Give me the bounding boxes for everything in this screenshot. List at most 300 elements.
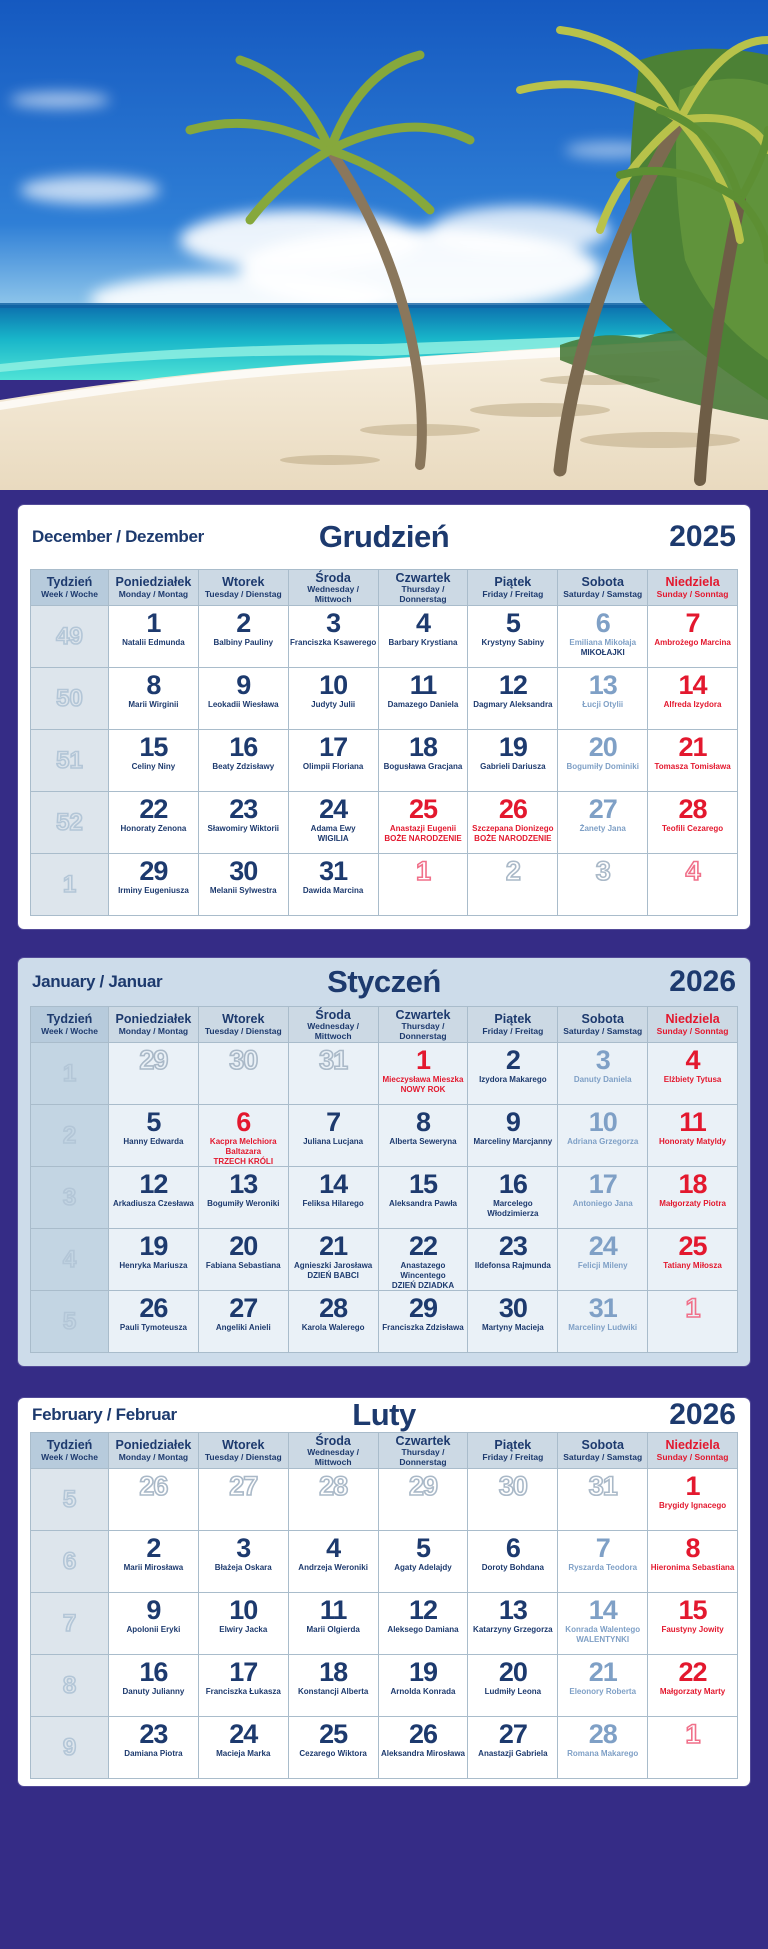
holiday-label: WIGILIA [317, 834, 349, 844]
day-cell [468, 1105, 558, 1167]
day-cell [379, 1655, 469, 1717]
day-cell [648, 668, 738, 730]
day-cell [109, 854, 199, 916]
day-number: 8 [415, 1107, 430, 1137]
name-day-text: Celiny Niny [131, 762, 176, 772]
day-number: 21 [588, 1657, 617, 1687]
name-day-text: Franciszka Ksawerego [290, 638, 377, 648]
week-number: 51 [56, 746, 83, 774]
name-day-text: Agaty Adelajdy [394, 1563, 452, 1573]
name-day-text: Martyny Macieja [481, 1323, 544, 1333]
day-cell [379, 792, 469, 854]
day-number: 30 [229, 1045, 258, 1075]
name-day-text: Adriana Grzegorza [567, 1137, 639, 1147]
name-day-text: Marii Mirosława [123, 1563, 184, 1573]
day-cell [289, 1655, 379, 1717]
day-cell [109, 1469, 199, 1531]
day-number: 13 [588, 670, 617, 700]
day-number: 11 [319, 1595, 347, 1625]
day-number: 27 [229, 1293, 258, 1323]
name-day-text: Beaty Zdzisławy [212, 762, 275, 772]
day-number: 17 [588, 1169, 617, 1199]
week-number: 49 [56, 622, 83, 650]
name-day-text: Emiliana Mikołaja [569, 638, 637, 648]
day-number: 12 [139, 1169, 168, 1199]
day-cell [468, 854, 558, 916]
name-day-text: Szczepana Dionizego [472, 824, 554, 834]
day-cell [558, 1043, 648, 1105]
week-number: 5 [62, 1307, 77, 1335]
day-cell [289, 1469, 379, 1531]
day-cell [199, 1469, 289, 1531]
day-cell [648, 1105, 738, 1167]
holiday-label: BOŻE NARODZENIE [384, 834, 462, 844]
day-number: 4 [685, 1045, 700, 1075]
day-number: 10 [319, 670, 348, 700]
day-cell [289, 606, 379, 668]
day-cell [289, 1105, 379, 1167]
day-number: 16 [498, 1169, 527, 1199]
day-cell [468, 1291, 558, 1353]
day-number: 2 [505, 1045, 520, 1075]
week-number: 8 [62, 1671, 77, 1699]
day-number: 31 [319, 856, 348, 886]
panel-header [18, 505, 750, 569]
day-cell [109, 606, 199, 668]
day-number: 3 [236, 1533, 251, 1563]
day-cell [648, 606, 738, 668]
day-cell [558, 854, 648, 916]
day-number: 28 [588, 1719, 617, 1749]
name-day-text: Żanety Jana [579, 824, 626, 834]
name-day-text: Melanii Sylwestra [209, 886, 277, 896]
day-cell [289, 854, 379, 916]
day-number: 11 [679, 1107, 706, 1137]
holiday-label: DZIEŃ BABCI [307, 1271, 359, 1281]
day-column-header: Poniedziałek Monday / Montag [109, 570, 199, 606]
name-day-text: Arnolda Konrada [390, 1687, 456, 1697]
day-number: 9 [236, 670, 251, 700]
day-cell [558, 1593, 648, 1655]
month-title: Grudzień [318, 519, 450, 554]
month-title: Styczeń [327, 964, 441, 999]
day-cell [289, 730, 379, 792]
day-number: 15 [408, 1169, 438, 1199]
day-number: 29 [139, 1045, 168, 1075]
name-day-text: Antoniego Jana [572, 1199, 633, 1209]
month-panel-january [18, 958, 750, 1366]
holiday-label: DZIEŃ DZIADKA [391, 1281, 455, 1291]
day-number: 22 [139, 794, 168, 824]
name-day-text: Agnieszki Jarosława [294, 1261, 373, 1271]
holiday-label: NOWY ROK [400, 1085, 446, 1095]
name-day-text: Małgorzaty Piotra [659, 1199, 726, 1209]
holiday-label: TRZECH KRÓLI [213, 1157, 274, 1167]
week-number: 50 [56, 684, 83, 712]
name-day-text: Danuty Julianny [122, 1687, 185, 1697]
day-column-header: Środa Wednesday / Mittwoch [289, 1433, 379, 1469]
day-number: 18 [678, 1169, 707, 1199]
name-day-text: Angeliki Anieli [215, 1323, 271, 1333]
day-cell [109, 1043, 199, 1105]
day-number: 3 [595, 856, 610, 886]
week-number-cell [31, 1531, 109, 1593]
day-number: 2 [146, 1533, 161, 1563]
name-day-text: Ryszarda Teodora [568, 1563, 638, 1573]
day-column-header: Piątek Friday / Freitag [468, 1007, 558, 1043]
day-cell [109, 792, 199, 854]
day-cell [289, 1593, 379, 1655]
day-cell [558, 792, 648, 854]
day-cell [468, 1167, 558, 1229]
day-number: 31 [588, 1471, 617, 1501]
day-number: 25 [408, 794, 438, 824]
week-number: 5 [62, 1485, 77, 1513]
day-number: 1 [685, 1719, 700, 1749]
day-cell [199, 854, 289, 916]
day-number: 19 [498, 732, 527, 762]
day-number: 2 [505, 856, 520, 886]
day-cell [648, 1593, 738, 1655]
day-cell [289, 1531, 379, 1593]
day-number: 3 [326, 608, 341, 638]
day-cell [199, 730, 289, 792]
name-day-text: Faustyny Jowity [661, 1625, 724, 1635]
day-number: 29 [408, 1293, 438, 1323]
day-cell [289, 1229, 379, 1291]
day-cell [289, 1291, 379, 1353]
name-day-text: Eleonory Roberta [569, 1687, 637, 1697]
day-number: 9 [146, 1595, 161, 1625]
day-cell [379, 1291, 469, 1353]
day-number: 24 [319, 794, 348, 824]
day-cell [379, 854, 469, 916]
day-number: 26 [408, 1719, 438, 1749]
week-number-cell [31, 1717, 109, 1779]
day-cell [379, 730, 469, 792]
day-cell [199, 1717, 289, 1779]
day-cell [109, 1717, 199, 1779]
day-number: 15 [139, 732, 168, 762]
name-day-text: Bogumiły Weroniki [207, 1199, 280, 1209]
day-number: 1 [685, 1471, 700, 1501]
day-cell [558, 1291, 648, 1353]
week-number: 3 [62, 1183, 77, 1211]
week-number-cell [31, 1043, 109, 1105]
day-column-header: Wtorek Tuesday / Dienstag [199, 1007, 289, 1043]
day-cell [109, 1291, 199, 1353]
day-column-header: Czwartek Thursday / Donnerstag [379, 1007, 469, 1043]
day-column-header: Wtorek Tuesday / Dienstag [199, 570, 289, 606]
day-number: 10 [229, 1595, 258, 1625]
day-number: 18 [319, 1657, 348, 1687]
name-day-text: Dawida Marcina [302, 886, 364, 896]
day-number: 6 [505, 1533, 520, 1563]
name-day-text: Brygidy Ignacego [659, 1501, 727, 1511]
day-number: 20 [588, 732, 617, 762]
name-day-text: Damazego Daniela [387, 700, 459, 710]
name-day-text: Barbary Krystiana [388, 638, 458, 648]
day-cell [468, 730, 558, 792]
month-title: Luty [352, 1397, 416, 1432]
holiday-label: WALENTYNKI [576, 1635, 630, 1645]
week-number-cell [31, 730, 109, 792]
name-day-text: Karola Walerego [301, 1323, 365, 1333]
day-number: 26 [139, 1293, 168, 1323]
day-cell [558, 1655, 648, 1717]
day-number: 5 [146, 1107, 161, 1137]
day-cell [109, 730, 199, 792]
calendar-grid-january [30, 1006, 738, 1353]
name-day-text: Hieronima Sebastiana [650, 1563, 735, 1573]
day-column-header: Czwartek Thursday / Donnerstag [379, 1433, 469, 1469]
day-number: 7 [326, 1107, 341, 1137]
day-cell [468, 1469, 558, 1531]
day-column-header: Niedziela Sunday / Sonntag [648, 1433, 738, 1469]
day-number: 23 [498, 1231, 527, 1261]
name-day-text: Konrada Walentego [565, 1625, 641, 1635]
day-cell [379, 1593, 469, 1655]
day-cell [648, 1655, 738, 1717]
name-day-text: Anastazego Wincentego [400, 1261, 446, 1281]
name-day-text: Sławomiry Wiktorii [207, 824, 280, 834]
day-cell [289, 1167, 379, 1229]
name-day-text: Tatiany Miłosza [663, 1261, 722, 1271]
name-day-text: Aleksego Damiana [387, 1625, 459, 1635]
name-day-text: Marii Wirginii [128, 700, 179, 710]
day-number: 5 [505, 608, 520, 638]
name-day-text: Dagmary Aleksandra [473, 700, 553, 710]
day-cell [558, 668, 648, 730]
day-number: 13 [498, 1595, 527, 1625]
day-cell [648, 1167, 738, 1229]
day-number: 17 [319, 732, 348, 762]
name-day-text: Judyty Julii [311, 700, 356, 710]
name-day-text: Ambrożego Marcina [654, 638, 731, 648]
day-cell [379, 606, 469, 668]
day-cell [199, 1043, 289, 1105]
day-cell [468, 606, 558, 668]
name-day-text: Juliana Lucjana [303, 1137, 364, 1147]
name-day-text: Marcelego Włodzimierza [487, 1199, 539, 1219]
day-number: 26 [498, 794, 527, 824]
name-day-text: Katarzyny Grzegorza [473, 1625, 553, 1635]
day-number: 21 [678, 732, 707, 762]
day-cell [468, 1593, 558, 1655]
day-cell [109, 1593, 199, 1655]
day-number: 22 [408, 1231, 438, 1261]
week-number-cell [31, 668, 109, 730]
name-day-text: Tomasza Tomisława [654, 762, 731, 772]
day-number: 15 [678, 1595, 707, 1625]
day-cell [468, 1229, 558, 1291]
day-number: 7 [595, 1533, 610, 1563]
week-number-cell [31, 792, 109, 854]
day-cell [379, 1469, 469, 1531]
name-day-text: Krystyny Sabiny [481, 638, 545, 648]
day-number: 23 [229, 794, 258, 824]
day-cell [109, 1531, 199, 1593]
day-number: 14 [678, 670, 707, 700]
name-day-text: Franciszka Łukasza [205, 1687, 281, 1697]
name-day-text: Adama Ewy [310, 824, 356, 834]
name-day-text: Arkadiusza Czesława [112, 1199, 194, 1209]
day-number: 28 [319, 1471, 348, 1501]
name-day-text: Andrzeja Weroniki [298, 1563, 368, 1573]
holiday-label: BOŻE NARODZENIE [474, 834, 552, 844]
name-day-text: Aleksandra Pawła [388, 1199, 458, 1209]
name-day-text: Błażeja Oskara [214, 1563, 272, 1573]
week-number-cell [31, 606, 109, 668]
day-number: 9 [505, 1107, 520, 1137]
name-day-text: Honoraty Zenona [120, 824, 187, 834]
month-panel-december [18, 505, 750, 929]
name-day-text: Henryka Mariusza [119, 1261, 188, 1271]
day-number: 16 [229, 732, 258, 762]
name-day-text: Marceliny Marcjanny [473, 1137, 553, 1147]
panel-header [18, 1398, 750, 1432]
name-day-text: Alberta Seweryna [389, 1137, 457, 1147]
day-cell [558, 606, 648, 668]
day-number: 7 [685, 608, 700, 638]
week-number-cell [31, 854, 109, 916]
name-day-text: Alfreda Izydora [663, 700, 722, 710]
day-column-header: Sobota Saturday / Samstag [558, 570, 648, 606]
day-cell [468, 1655, 558, 1717]
name-day-text: Danuty Daniela [573, 1075, 632, 1085]
day-number: 30 [498, 1471, 527, 1501]
month-subtitle: December / Dezember [32, 527, 204, 546]
day-number: 24 [588, 1231, 617, 1261]
day-number: 1 [146, 608, 161, 638]
week-number-cell [31, 1229, 109, 1291]
name-day-text: Balbiny Pauliny [213, 638, 274, 648]
week-number-cell [31, 1167, 109, 1229]
day-cell [648, 1469, 738, 1531]
day-number: 21 [319, 1231, 348, 1261]
day-number: 4 [415, 608, 430, 638]
name-day-text: Ildefonsa Rajmunda [474, 1261, 551, 1271]
day-cell [648, 1229, 738, 1291]
day-cell [199, 1655, 289, 1717]
day-column-header: Niedziela Sunday / Sonntag [648, 1007, 738, 1043]
name-day-text: Anastazji Gabriela [478, 1749, 548, 1759]
name-day-text: Ludmiły Leona [484, 1687, 542, 1697]
week-number: 1 [62, 1059, 77, 1087]
day-cell [468, 1717, 558, 1779]
day-number: 13 [229, 1169, 258, 1199]
day-number: 2 [236, 608, 251, 638]
beach-photo [0, 0, 768, 490]
name-day-text: Aleksandra Mirosława [380, 1749, 466, 1759]
day-cell [379, 1531, 469, 1593]
day-number: 6 [236, 1107, 251, 1137]
week-column-header: Tydzień Week / Woche [31, 1433, 109, 1469]
day-cell [199, 1291, 289, 1353]
name-day-text: Natalii Edmunda [122, 638, 185, 648]
name-day-text: Marii Olgierda [306, 1625, 360, 1635]
day-column-header: Niedziela Sunday / Sonntag [648, 570, 738, 606]
day-cell [558, 1167, 648, 1229]
day-number: 31 [588, 1293, 617, 1323]
day-number: 28 [678, 794, 707, 824]
name-day-text: Damiana Piotra [124, 1749, 183, 1759]
day-cell [379, 1043, 469, 1105]
day-number: 6 [595, 608, 610, 638]
name-day-text: Bogusława Gracjana [383, 762, 463, 772]
day-number: 22 [678, 1657, 707, 1687]
week-number-cell [31, 1105, 109, 1167]
day-column-header: Piątek Friday / Freitag [468, 1433, 558, 1469]
day-cell [648, 1531, 738, 1593]
day-column-header: Poniedziałek Monday / Montag [109, 1433, 199, 1469]
week-number: 1 [62, 870, 77, 898]
week-number-cell [31, 1593, 109, 1655]
name-day-text: Marceliny Ludwiki [568, 1323, 638, 1333]
name-day-text: Hanny Edwarda [123, 1137, 184, 1147]
day-number: 1 [415, 856, 430, 886]
name-day-text: Apolonii Eryki [126, 1625, 181, 1635]
day-column-header: Piątek Friday / Freitag [468, 570, 558, 606]
day-cell [109, 1167, 199, 1229]
day-number: 28 [319, 1293, 348, 1323]
day-column-header: Wtorek Tuesday / Dienstag [199, 1433, 289, 1469]
day-number: 20 [498, 1657, 527, 1687]
day-cell [199, 1593, 289, 1655]
week-column-header: Tydzień Week / Woche [31, 1007, 109, 1043]
day-column-header: Środa Wednesday / Mittwoch [289, 570, 379, 606]
day-number: 16 [139, 1657, 168, 1687]
day-cell [648, 1043, 738, 1105]
day-cell [199, 1229, 289, 1291]
day-cell [379, 1229, 469, 1291]
day-number: 30 [498, 1293, 527, 1323]
week-number-cell [31, 1291, 109, 1353]
name-day-text: Cezarego Wiktora [299, 1749, 367, 1759]
day-cell [109, 1229, 199, 1291]
day-number: 27 [588, 794, 617, 824]
week-number-cell [31, 1469, 109, 1531]
day-number: 14 [588, 1595, 617, 1625]
day-cell [558, 1717, 648, 1779]
month-year: 2026 [669, 1398, 736, 1431]
calendar-grid-december [30, 569, 738, 916]
month-subtitle: January / Januar [32, 972, 163, 991]
day-cell [379, 668, 469, 730]
day-cell [379, 1105, 469, 1167]
name-day-text: Izydora Makarego [479, 1075, 547, 1085]
name-day-text: Felicji Mileny [577, 1261, 628, 1271]
day-number: 30 [229, 856, 258, 886]
name-day-text: Leokadii Wiesława [207, 700, 279, 710]
beach-photo-illustration [0, 0, 768, 490]
day-number: 20 [229, 1231, 258, 1261]
day-cell [199, 668, 289, 730]
day-cell [289, 1717, 379, 1779]
week-column-header: Tydzień Week / Woche [31, 570, 109, 606]
name-day-text: Konstancji Alberta [297, 1687, 369, 1697]
day-number: 18 [408, 732, 438, 762]
day-number: 12 [498, 670, 527, 700]
day-cell [199, 1105, 289, 1167]
week-number: 4 [62, 1245, 77, 1273]
name-day-text: Kacpra Melchiora Baltazara [209, 1137, 277, 1157]
name-day-text: Anastazji Eugenii [389, 824, 457, 834]
day-cell [648, 730, 738, 792]
day-number: 10 [588, 1107, 617, 1137]
week-number: 52 [56, 808, 83, 836]
day-cell [289, 1043, 379, 1105]
